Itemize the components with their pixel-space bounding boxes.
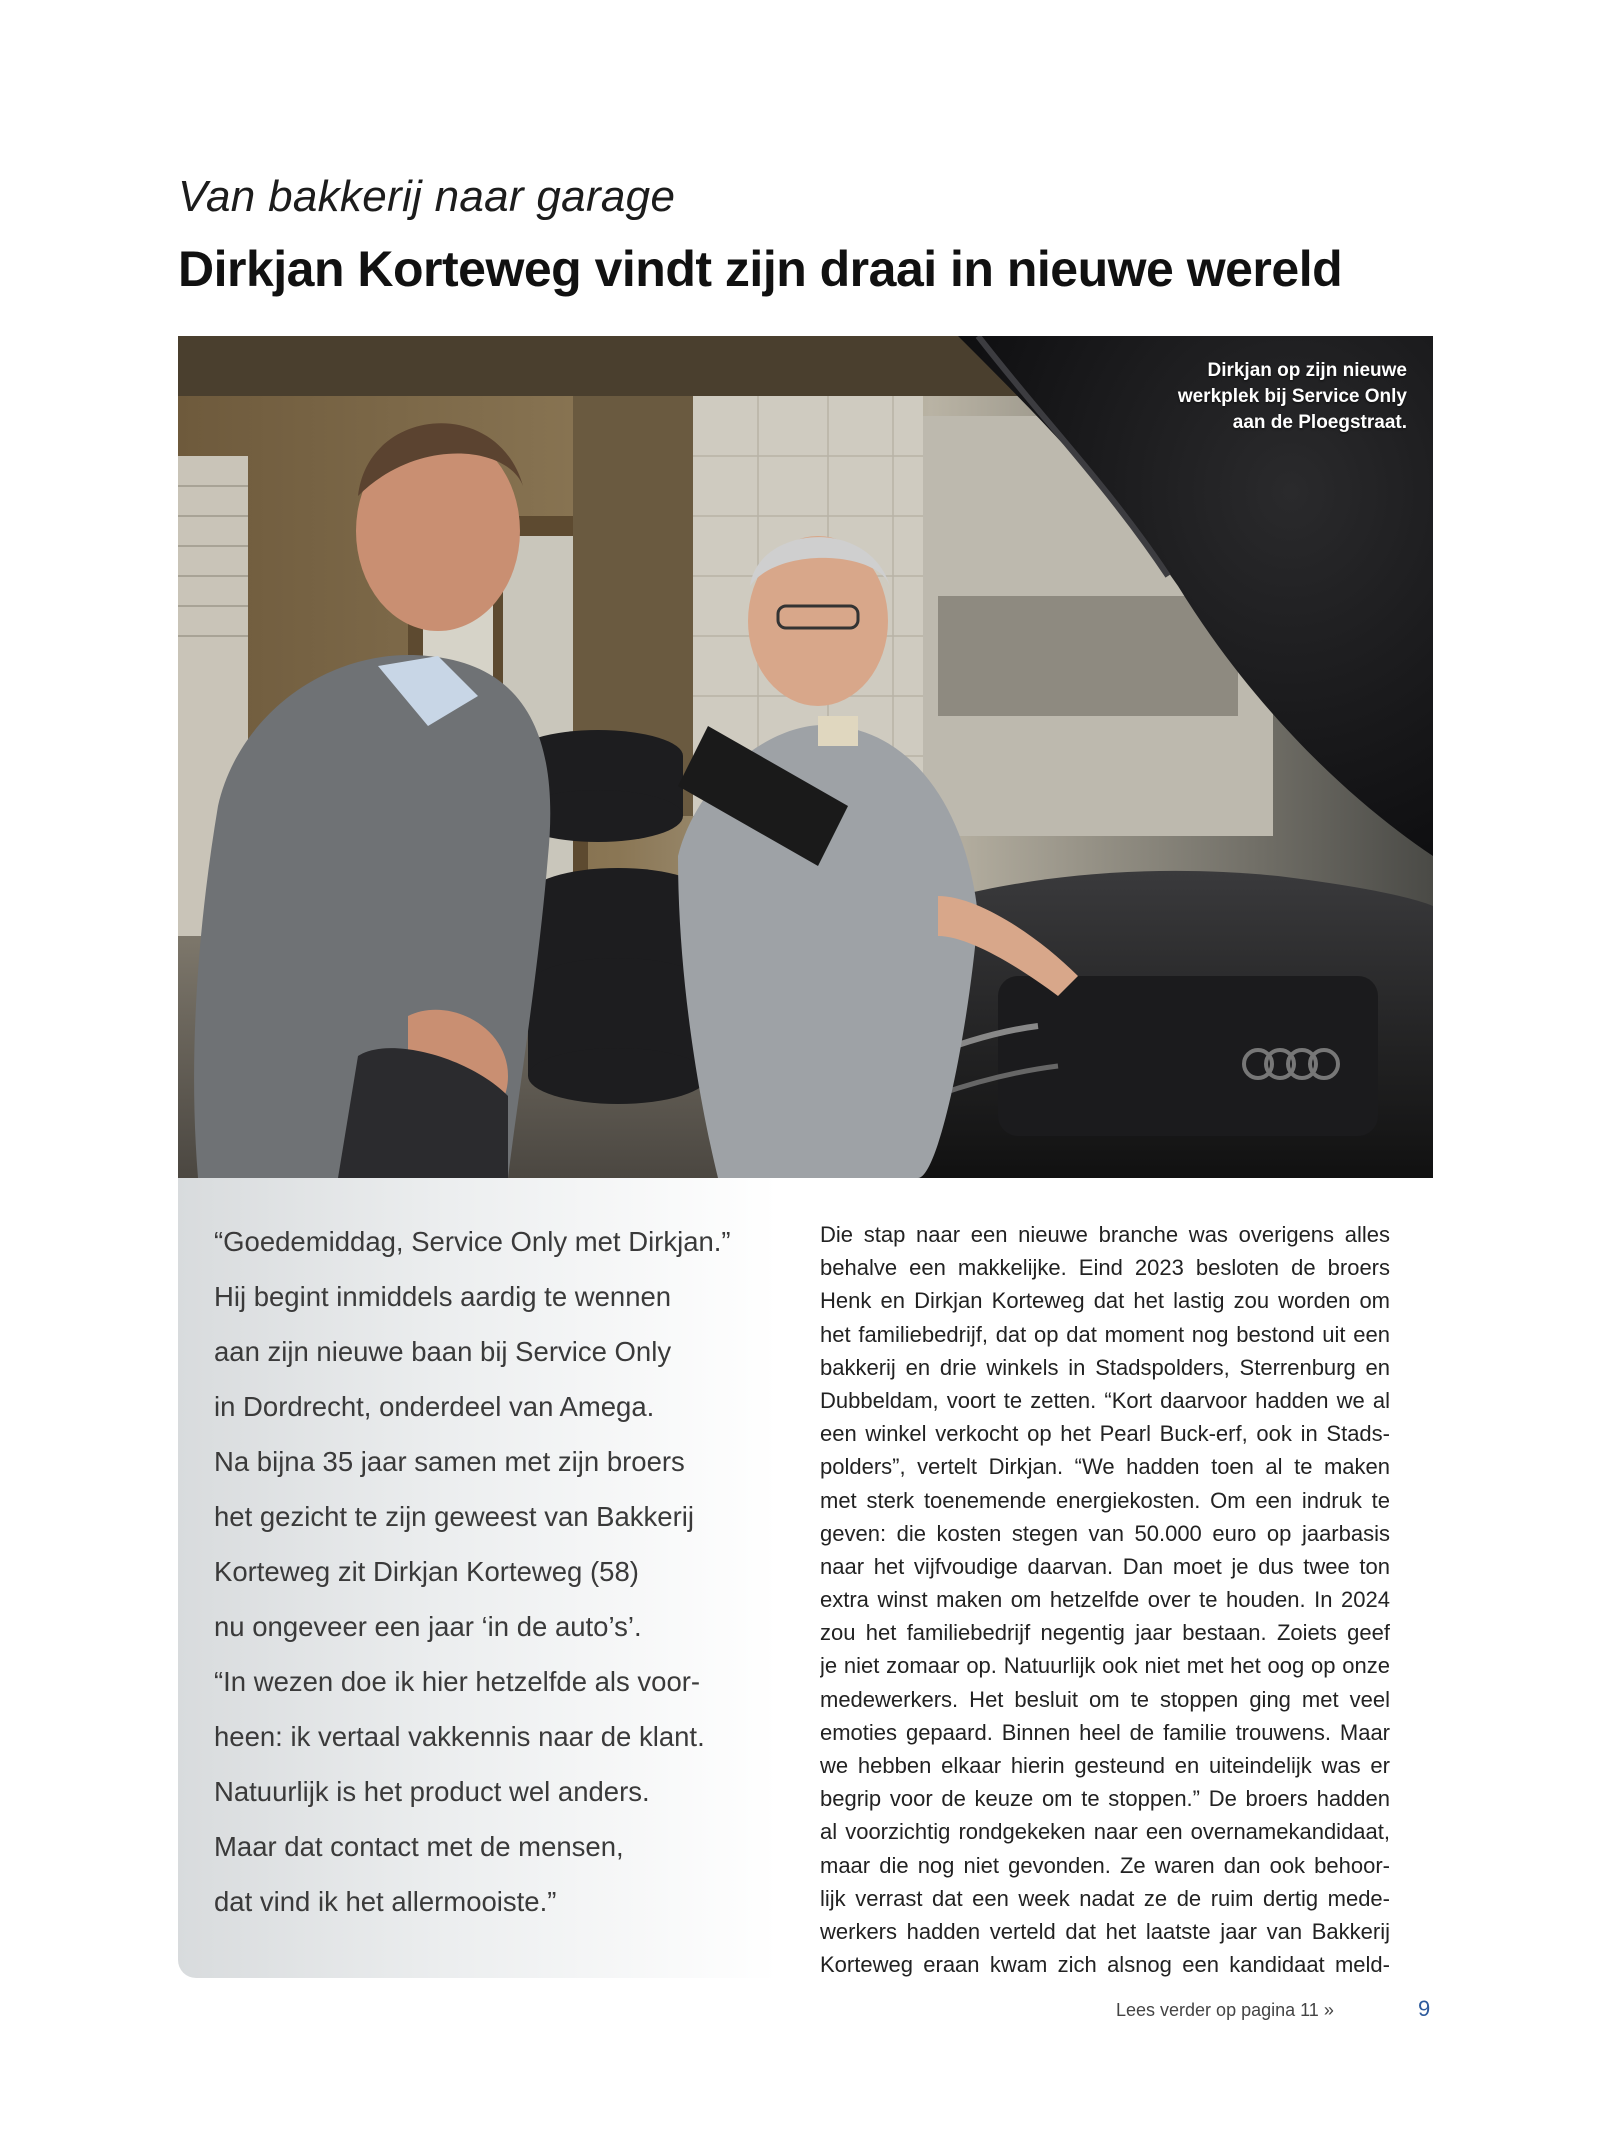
body-line: bakkerij en drie winkels in Stadspolders, Sterrenburg en xyxy=(820,1354,1390,1380)
pull-quote-line: Maar dat contact met de mensen, xyxy=(214,1831,624,1862)
pull-quote-line: in Dordrecht, onderdeel van Amega. xyxy=(214,1391,655,1422)
body-line: maar die nog niet gevonden. Ze waren dan ook behoor- xyxy=(820,1852,1390,1878)
pull-quote-line: het gezicht te zijn geweest van Bakkerij xyxy=(214,1501,694,1532)
body-line: polders”, vertelt Dirkjan. “We hadden toen al te maken xyxy=(820,1454,1390,1480)
body-line: je niet zomaar op. Natuurlijk ook niet met het oog op onze xyxy=(820,1653,1390,1679)
pull-quote-line: Na bijna 35 jaar samen met zijn broers xyxy=(214,1446,685,1477)
body-line: het familiebedrijf, dat op dat moment nog bestond uit een xyxy=(820,1321,1390,1347)
pull-quote xyxy=(214,1214,754,1929)
pull-quote-line: “Goedemiddag, Service Only met Dirkjan.” xyxy=(214,1226,731,1257)
body-line: een winkel verkocht op het Pearl Buck-erf, ook in Stads- xyxy=(820,1421,1390,1447)
pull-quote-line: Natuurlijk is het product wel anders. xyxy=(214,1776,650,1807)
body-line: emoties gepaard. Binnen heel de familie trouwens. Maar xyxy=(820,1719,1390,1745)
body-line: we hebben elkaar hierin gesteund en uiteindelijk was er xyxy=(820,1753,1390,1778)
body-line: behalve een makkelijke. Eind 2023 besloten de broers xyxy=(820,1255,1390,1281)
body-line: werkers hadden verteld dat het laatste jaar van Bakkerij xyxy=(820,1918,1390,1944)
photo-caption-line: Dirkjan op zijn nieuwe xyxy=(1207,360,1407,381)
body-line: medewerkers. Het besluit om te stoppen ging met veel xyxy=(820,1686,1390,1712)
body-line: geven: die kosten stegen van 50.000 euro op jaarbasis xyxy=(820,1520,1390,1546)
pull-quote-line: Korteweg zit Dirkjan Korteweg (58) xyxy=(214,1556,639,1587)
body-line: begrip voor de keuze om te stoppen.” De broers hadden xyxy=(820,1786,1390,1812)
article-headline: Dirkjan Korteweg vindt zijn draai in nieuwe wereld xyxy=(178,241,1343,297)
photo-caption xyxy=(1087,358,1407,436)
photo-caption-line: aan de Ploegstraat. xyxy=(1232,412,1407,433)
garage-photo-illustration xyxy=(178,336,1433,1178)
pull-quote-line: dat vind ik het allermooiste.” xyxy=(214,1886,557,1917)
photo-caption-line: werkplek bij Service Only xyxy=(1177,386,1407,407)
continue-link[interactable]: Lees verder op pagina 11 » xyxy=(1116,2000,1334,2020)
body-line: Henk en Dirkjan Korteweg dat het lastig zou worden om xyxy=(820,1288,1390,1314)
body-line: naar het vijfvoudige daarvan. Dan moet je dus twee ton xyxy=(820,1553,1390,1579)
pull-quote-line: nu ongeveer een jaar ‘in de auto’s’. xyxy=(214,1611,642,1642)
body-line: lijk verrast dat een week nadat ze de ruim dertig mede- xyxy=(820,1885,1390,1911)
article-photo xyxy=(178,336,1433,1178)
pull-quote-line: Hij begint inmiddels aardig te wennen xyxy=(214,1281,672,1312)
article-body xyxy=(820,1218,1390,1981)
body-line: extra winst maken om hetzelfde over te houden. In 2024 xyxy=(820,1587,1390,1613)
body-line: al voorzichtig rondgekeken naar een overnamekandidaat, xyxy=(820,1819,1390,1845)
body-line: Dubbeldam, voort te zetten. “Kort daarvoor hadden we al xyxy=(820,1387,1390,1413)
article-kicker: Van bakkerij naar garage xyxy=(178,172,676,221)
body-line: Die stap naar een nieuwe branche was overigens alles xyxy=(820,1222,1390,1247)
pull-quote-line: heen: ik vertaal vakkennis naar de klant. xyxy=(214,1721,705,1752)
pull-quote-line: “In wezen doe ik hier hetzelfde als voor- xyxy=(214,1666,701,1697)
pull-quote-line: aan zijn nieuwe baan bij Service Only xyxy=(214,1336,672,1367)
body-line: zou het familiebedrijf negentig jaar bestaan. Zoiets geef xyxy=(820,1620,1390,1646)
page-number: 9 xyxy=(1418,1996,1431,2021)
body-line: Korteweg eraan kwam zich alsnog een kandidaat meld- xyxy=(820,1952,1390,1978)
pull-quote-box xyxy=(178,1178,778,1978)
body-line: met sterk toenemende energiekosten. Om een indruk te xyxy=(820,1487,1390,1513)
